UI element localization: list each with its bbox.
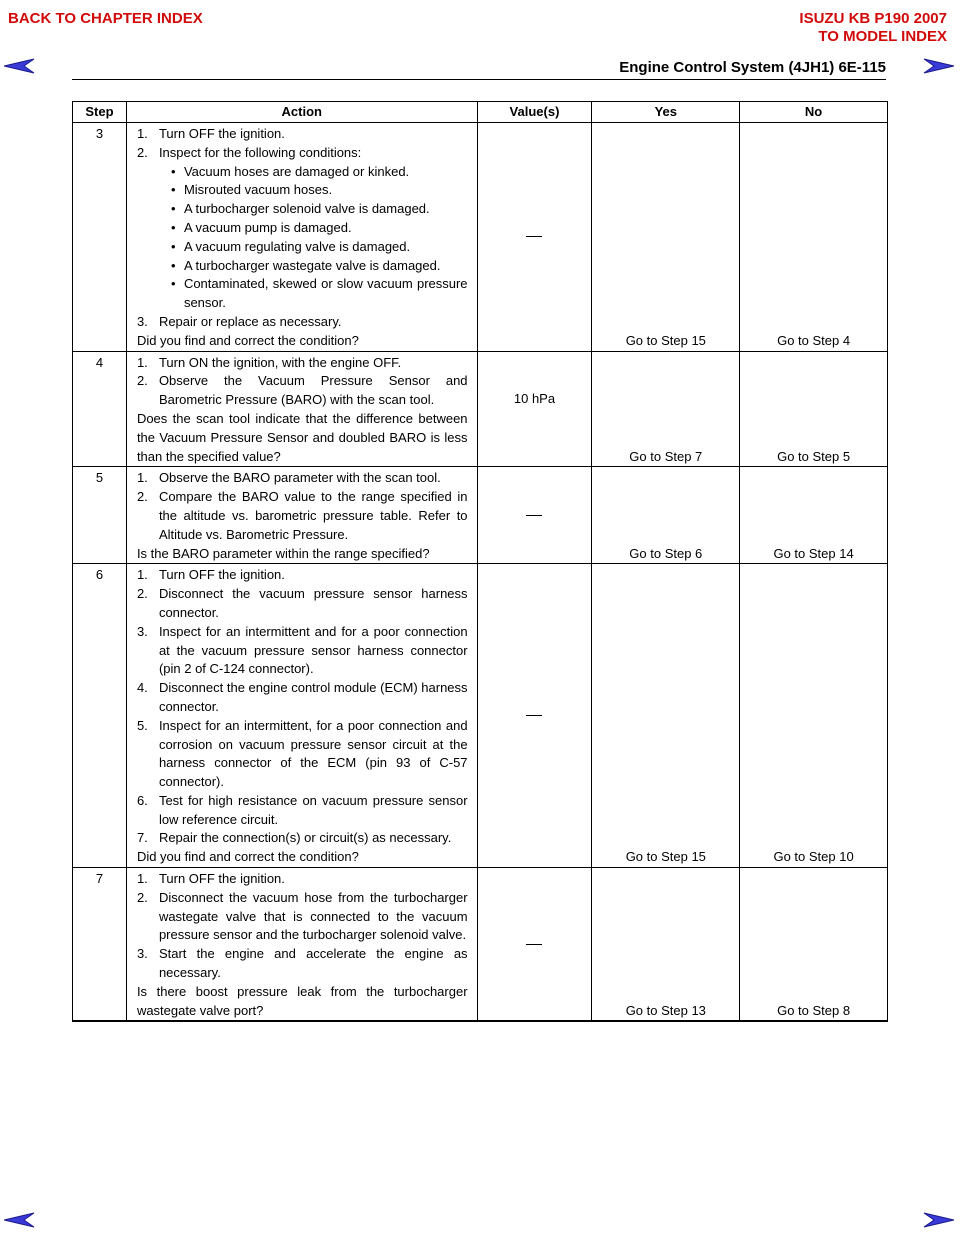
instruction-number: 2. (136, 586, 148, 602)
instruction-text: Inspect for an intermittent and for a poor connection at the vacuum pressure sensor harness connector (pin 2 of C-124 connector). (158, 623, 468, 677)
instruction-text: Turn OFF the ignition. (158, 871, 285, 887)
bullet-text: Contaminated, skewed or slow vacuum pressure sensor. (183, 276, 468, 311)
value-cell (477, 123, 592, 352)
numbered-instruction (137, 488, 468, 544)
instruction-number: 1. (136, 871, 148, 887)
bullet-item (137, 219, 468, 238)
instruction-number: 4. (136, 680, 148, 696)
bullet-icon: • (170, 238, 176, 254)
instruction-text: Turn ON the ignition, with the engine OFF. (158, 354, 402, 370)
model-index-block (799, 10, 947, 46)
question-text: Did you find and correct the condition? (136, 849, 359, 865)
action-cell (126, 467, 477, 564)
yes-action: Go to Step 13 (592, 868, 740, 1022)
col-header-no: No (740, 102, 888, 123)
value-cell (477, 868, 592, 1022)
value-cell (477, 564, 592, 868)
instruction-number: 6. (136, 792, 148, 808)
no-action: Go to Step 10 (740, 564, 888, 868)
col-header-action: Action (126, 102, 477, 123)
action-cell (126, 564, 477, 868)
instruction-text: Start the engine and accelerate the engine as necessary. (158, 946, 468, 981)
numbered-instruction (137, 889, 468, 945)
numbered-instruction (137, 717, 468, 792)
numbered-instruction (137, 144, 468, 163)
numbered-instruction (137, 679, 468, 717)
instruction-number: 1. (136, 567, 148, 583)
bullet-text: A vacuum pump is damaged. (183, 219, 352, 235)
bullet-text: Vacuum hoses are damaged or kinked. (183, 163, 410, 179)
instruction-number: 1. (136, 126, 148, 141)
bullet-item (137, 181, 468, 200)
table-row (73, 868, 888, 1022)
bullet-item (137, 275, 468, 313)
step-number: 4 (73, 351, 127, 467)
instruction-text: Turn OFF the ignition. (158, 567, 285, 583)
numbered-instruction (137, 354, 468, 373)
no-value-dash (526, 944, 542, 945)
numbered-instruction (137, 829, 468, 848)
no-value-dash (526, 515, 542, 516)
instruction-number: 3. (136, 946, 148, 962)
instruction-text: Disconnect the vacuum hose from the turbocharger wastegate valve that is connected to the vacuum pressure sensor and the turbocharger solenoid valve. (158, 889, 468, 943)
prev-page-arrow-bottom-icon[interactable] (4, 1212, 38, 1228)
instruction-text: Inspect for an intermittent, for a poor connection and corrosion on vacuum pressure sensor circuit at the harness connector of the ECM (pin 93 of C-57 connector). (158, 717, 468, 790)
col-header-yes: Yes (592, 102, 740, 123)
instruction-number: 1. (136, 354, 148, 370)
bullet-item (137, 257, 468, 276)
question-text: Is there boost pressure leak from the turbocharger wastegate valve port? (136, 983, 468, 1018)
numbered-instruction (137, 623, 468, 679)
bullet-text: Misrouted vacuum hoses. (183, 182, 333, 198)
numbered-instruction (137, 945, 468, 983)
yes-action: Go to Step 7 (592, 351, 740, 467)
bullet-text: A turbocharger wastegate valve is damaged. (183, 257, 441, 273)
no-value-dash (526, 236, 542, 237)
instruction-text: Repair or replace as necessary. (158, 313, 342, 329)
bullet-item (137, 163, 468, 182)
action-cell (126, 868, 477, 1022)
instruction-text: Compare the BARO value to the range specified in the altitude vs. barometric pressure table. Refer to Altitude vs. Barometric Pressure. (158, 489, 468, 542)
step-number: 7 (73, 868, 127, 1022)
bullet-text: A vacuum regulating valve is damaged. (183, 238, 411, 254)
bullet-icon: • (170, 219, 176, 235)
instruction-number: 3. (136, 313, 148, 329)
numbered-instruction (137, 792, 468, 830)
instruction-number: 2. (136, 144, 148, 160)
yes-action: Go to Step 6 (592, 467, 740, 564)
instruction-number: 7. (136, 830, 148, 846)
table-row (73, 467, 888, 564)
instruction-number: 3. (136, 623, 148, 639)
instruction-text: Inspect for the following conditions: (158, 144, 362, 160)
instruction-text: Disconnect the engine control module (ECM) harness connector. (158, 680, 468, 714)
numbered-instruction (137, 125, 468, 144)
bullet-icon: • (170, 163, 176, 179)
step-number: 3 (73, 123, 127, 352)
yes-action: Go to Step 15 (592, 564, 740, 868)
value-cell (477, 351, 592, 467)
instruction-text: Observe the BARO parameter with the scan tool. (158, 470, 441, 486)
numbered-instruction (137, 870, 468, 889)
to-model-index-link[interactable]: TO MODEL INDEX (818, 28, 947, 45)
instruction-number: 5. (136, 717, 148, 733)
question-text: Is the BARO parameter within the range specified? (136, 545, 430, 561)
step-number: 6 (73, 564, 127, 868)
action-cell (126, 123, 477, 352)
instruction-number: 2. (136, 489, 148, 505)
bullet-icon: • (170, 182, 176, 198)
instruction-text: Disconnect the vacuum pressure sensor harness connector. (158, 586, 468, 620)
numbered-instruction (137, 566, 468, 585)
question-text: Did you find and correct the condition? (136, 332, 359, 348)
table-row (73, 123, 888, 352)
bullet-text: A turbocharger solenoid valve is damaged. (183, 201, 430, 217)
numbered-instruction (137, 469, 468, 488)
bullet-icon: • (170, 257, 176, 273)
col-header-step: Step (73, 102, 127, 123)
action-cell (126, 351, 477, 467)
no-action: Go to Step 5 (740, 351, 888, 467)
model-name: ISUZU KB P190 2007 (799, 10, 947, 27)
no-action: Go to Step 14 (740, 467, 888, 564)
next-page-arrow-bottom-icon[interactable] (920, 1212, 954, 1228)
next-page-arrow-icon[interactable] (920, 58, 954, 74)
table-row (73, 564, 888, 868)
instruction-text: Turn OFF the ignition. (158, 126, 285, 141)
value-cell (477, 467, 592, 564)
no-action: Go to Step 8 (740, 868, 888, 1022)
no-value-dash (526, 715, 542, 716)
instruction-number: 1. (136, 470, 148, 486)
back-to-chapter-index-link[interactable]: BACK TO CHAPTER INDEX (8, 10, 203, 27)
table-header-row (73, 102, 888, 123)
numbered-instruction (137, 585, 468, 623)
bullet-icon: • (170, 276, 176, 292)
instruction-number: 2. (136, 373, 148, 389)
instruction-number: 2. (136, 889, 148, 905)
yes-action: Go to Step 15 (592, 123, 740, 352)
instruction-text: Observe the Vacuum Pressure Sensor and Barometric Pressure (BARO) with the scan tool. (158, 373, 468, 408)
question-text: Does the scan tool indicate that the difference between the Vacuum Pressure Sensor and doubled BARO is less than the specified value? (136, 410, 468, 464)
numbered-instruction (137, 372, 468, 410)
step-number: 5 (73, 467, 127, 564)
instruction-text: Test for high resistance on vacuum pressure sensor low reference circuit. (158, 792, 468, 827)
numbered-instruction (137, 313, 468, 332)
bullet-icon: • (170, 201, 176, 217)
bullet-item (137, 200, 468, 219)
table-row (73, 351, 888, 467)
header-divider (72, 79, 886, 80)
specified-value: 10 hPa (513, 390, 556, 406)
no-action: Go to Step 4 (740, 123, 888, 352)
bullet-item (137, 238, 468, 257)
page-title: Engine Control System (4JH1) 6E-115 (619, 59, 886, 76)
col-header-values: Value(s) (477, 102, 592, 123)
instruction-text: Repair the connection(s) or circuit(s) as necessary. (158, 830, 452, 846)
diagnostic-table (72, 101, 888, 1022)
